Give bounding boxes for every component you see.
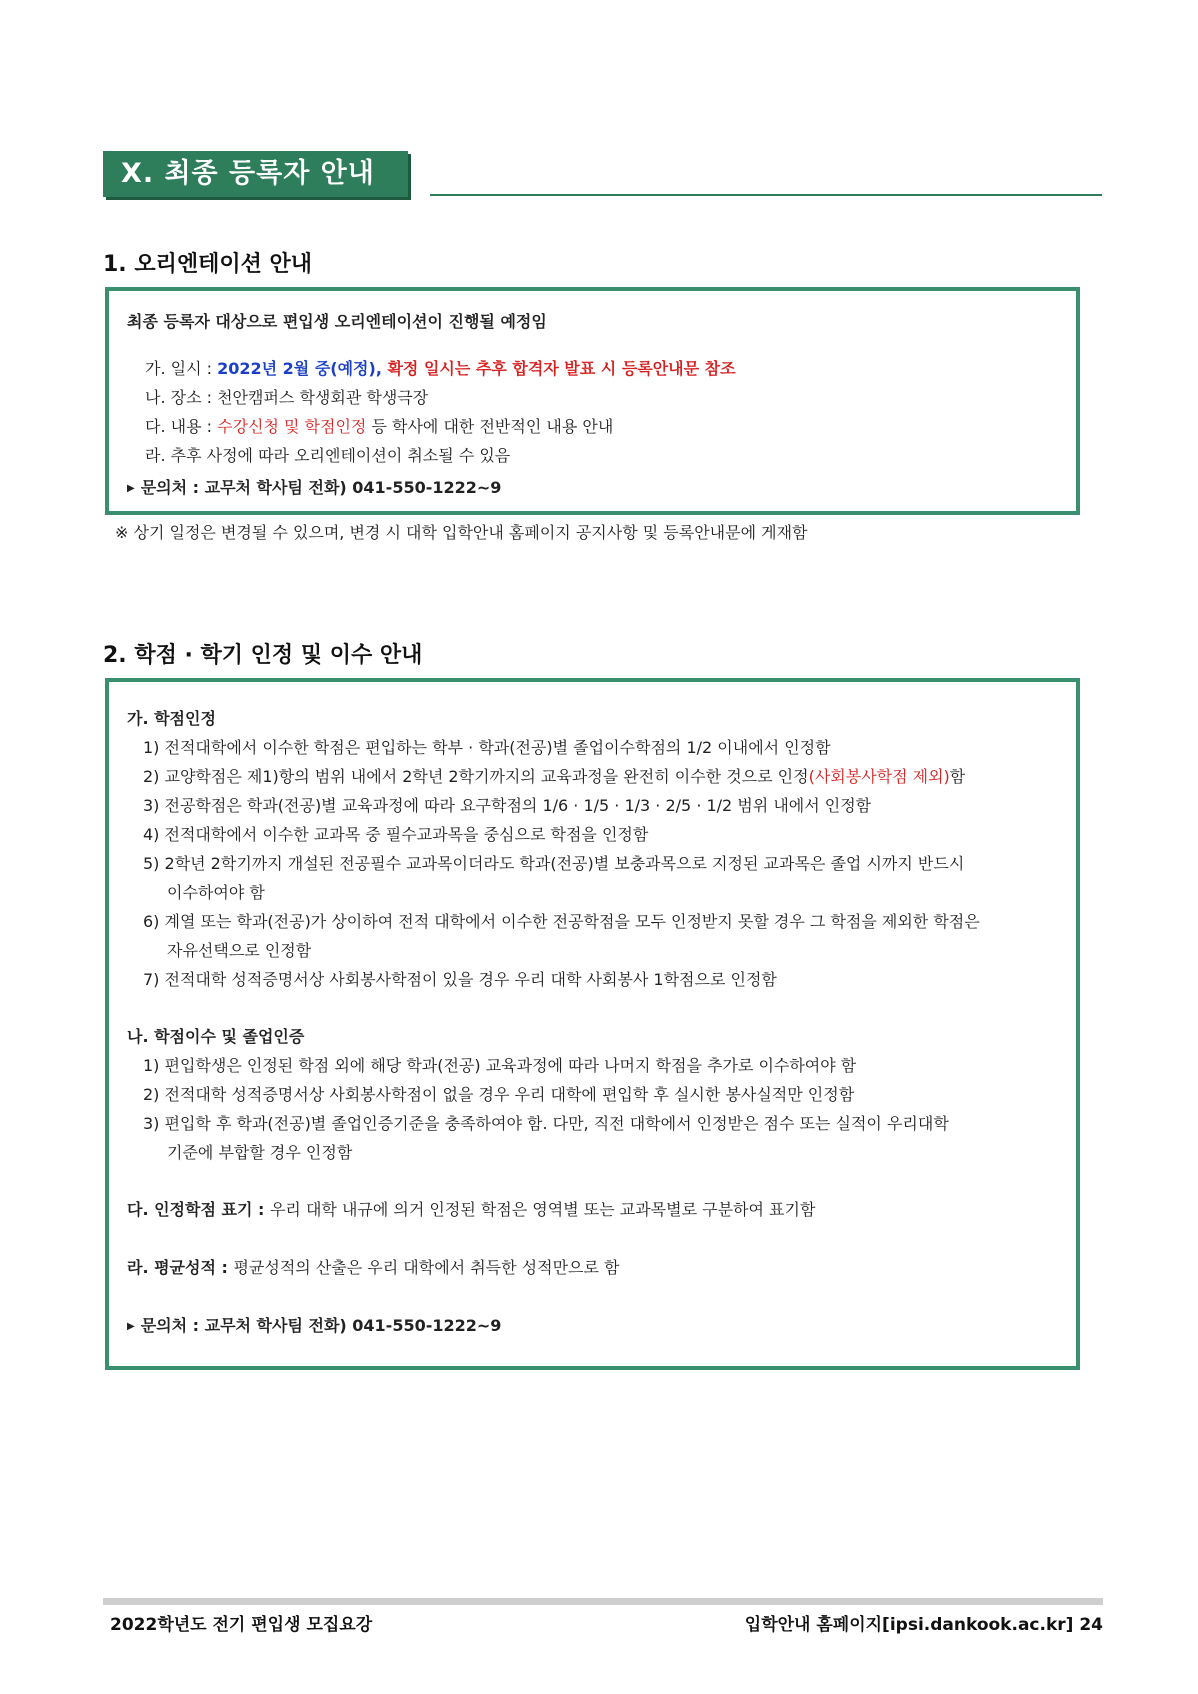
credit-item-7: 7) 전적대학 성적증명서상 사회봉사학점이 있을 경우 우리 대학 사회봉사 1학점으로 인정함 [143, 970, 777, 989]
credit-item-5-line2: 이수하여야 함 [167, 883, 265, 902]
triangle-right-icon: ▶ [127, 483, 135, 494]
contact-text: 문의처 : 교무처 학사팀 전화) 041-550-1222~9 [140, 478, 502, 497]
credit-item-6-line2: 자유선택으로 인정함 [167, 941, 312, 960]
date-note: 확정 일시는 추후 합격자 발표 시 등록안내문 참조 [387, 359, 736, 378]
orientation-content [145, 414, 613, 437]
orientation-date [145, 356, 736, 379]
schedule-note: ※ 상기 일정은 변경될 수 있으며, 변경 시 대학 입학안내 홈페이지 공지사항 및 등록안내문에 게재함 [115, 523, 808, 542]
section2-heading: 2. 학점 · 학기 인정 및 이수 안내 [103, 643, 423, 668]
credit-notation [127, 1197, 815, 1220]
credit-contact-text: 문의처 : 교무처 학사팀 전화) 041-550-1222~9 [140, 1316, 502, 1335]
credit-item-5-line1: 5) 2학년 2학기까지 개설된 전공필수 교과목이더라도 학과(전공)별 보충과목으로 지정된 교과목은 졸업 시까지 반드시 [143, 854, 965, 873]
average-grade-text: 평균성적의 산출은 우리 대학에서 취득한 성적만으로 함 [233, 1258, 620, 1277]
date-value: 2022년 2월 중(예정), [217, 359, 388, 378]
credit-item-2-text: 2) 교양학점은 제1)항의 범위 내에서 2학년 2학기까지의 교육과정을 완전히 이수한 것으로 인정 [143, 767, 809, 786]
footer-bar [103, 1598, 1103, 1605]
section1-heading: 1. 오리엔테이션 안내 [103, 252, 312, 277]
graduation-item-2: 2) 전적대학 성적증명서상 사회봉사학점이 없을 경우 우리 대학에 편입학 후 실시한 봉사실적만 인정함 [143, 1085, 855, 1104]
footer-title: 2022학년도 전기 편입생 모집요강 [110, 1615, 373, 1635]
graduation-item-3-line1: 3) 편입학 후 학과(전공)별 졸업인증기준을 충족하여야 함. 다만, 직전 대학에서 인정받은 점수 또는 실적이 우리대학 [143, 1114, 949, 1133]
orientation-place: 나. 장소 : 천안캠퍼스 학생회관 학생극장 [145, 388, 429, 407]
triangle-right-icon: ▶ [127, 1321, 135, 1332]
credit-item-2-highlight: (사회봉사학점 제외) [808, 767, 950, 786]
date-label: 가. 일시 : [145, 359, 218, 378]
content-label: 다. 내용 : [145, 417, 218, 436]
footer-page-info: 입학안내 홈페이지[ipsi.dankook.ac.kr] 24 [744, 1615, 1103, 1635]
credit-box [105, 678, 1080, 1370]
credit-notation-label: 다. 인정학점 표기 : [127, 1200, 270, 1219]
credit-item-2-end: 함 [949, 767, 966, 786]
graduation-title: 나. 학점이수 및 졸업인증 [127, 1027, 305, 1046]
average-grade [127, 1255, 619, 1278]
content-highlight: 수강신청 및 학점인정 [217, 417, 367, 436]
orientation-contact [127, 475, 501, 498]
orientation-cancel: 라. 추후 사정에 따라 오리엔테이션이 취소될 수 있음 [145, 446, 511, 465]
orientation-box [105, 287, 1080, 515]
orientation-intro: 최종 등록자 대상으로 편입생 오리엔테이션이 진행될 예정임 [127, 312, 547, 331]
credit-recognition-title: 가. 학점인정 [127, 709, 216, 728]
chapter-title: X. 최종 등록자 안내 [103, 151, 408, 197]
graduation-item-3-line2: 기준에 부합할 경우 인정함 [167, 1143, 353, 1162]
content-rest: 등 학사에 대한 전반적인 내용 안내 [366, 417, 614, 436]
credit-item-1: 1) 전적대학에서 이수한 학점은 편입하는 학부 · 학과(전공)별 졸업이수학점의 1/2 이내에서 인정함 [143, 738, 831, 757]
credit-item-6-line1: 6) 계열 또는 학과(전공)가 상이하여 전적 대학에서 이수한 전공학점을 모두 인정받지 못할 경우 그 학점을 제외한 학점은 [143, 912, 980, 931]
credit-item-2 [143, 764, 965, 787]
credit-item-4: 4) 전적대학에서 이수한 교과목 중 필수교과목을 중심으로 학점을 인정함 [143, 825, 649, 844]
graduation-item-1: 1) 편입학생은 인정된 학점 외에 해당 학과(전공) 교육과정에 따라 나머지 학점을 추가로 이수하여야 함 [143, 1056, 857, 1075]
credit-contact [127, 1313, 501, 1336]
average-grade-label: 라. 평균성적 : [127, 1258, 234, 1277]
credit-notation-text: 우리 대학 내규에 의거 인정된 학점은 영역별 또는 교과목별로 구분하여 표기함 [269, 1200, 816, 1219]
credit-item-3: 3) 전공학점은 학과(전공)별 교육과정에 따라 요구학점의 1/6 · 1/5 · 1/3 · 2/5 · 1/2 범위 내에서 인정함 [143, 796, 872, 815]
chapter-rule [430, 194, 1102, 196]
